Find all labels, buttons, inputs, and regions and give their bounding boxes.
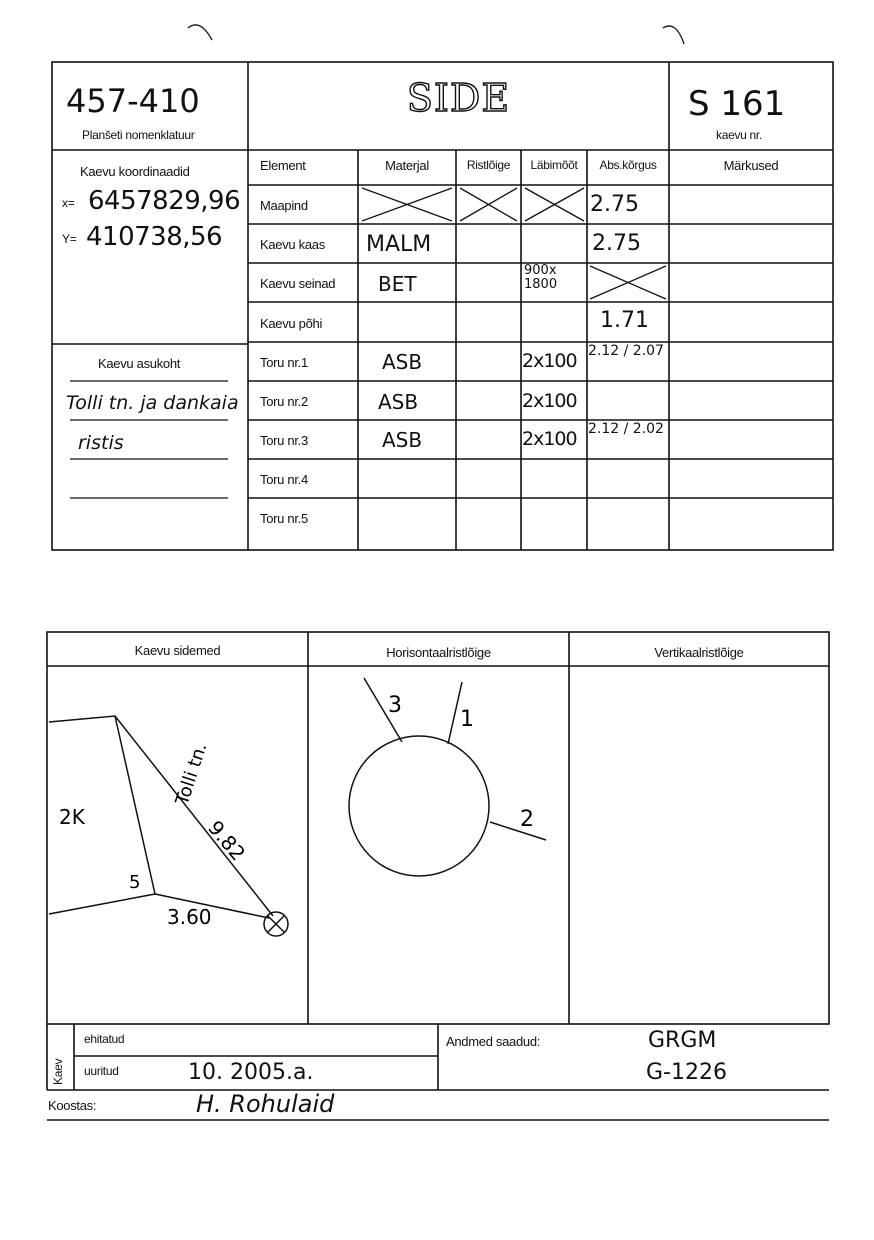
- cell-material: ASB: [382, 428, 423, 452]
- row-label: Toru nr.3: [260, 433, 308, 448]
- row-label: Kaevu kaas: [260, 237, 325, 252]
- col-header-material: Materjal: [385, 158, 429, 173]
- cell-material: ASB: [378, 390, 419, 414]
- well-number-label: kaevu nr.: [716, 128, 762, 142]
- cell-material: MALM: [366, 232, 432, 257]
- location-sketch: [47, 666, 308, 1024]
- location-line-1: Tolli tn. ja dankaia: [66, 392, 239, 414]
- row-label: Toru nr.5: [260, 511, 308, 526]
- col-header-diameter: Läbimõõt: [530, 158, 578, 172]
- cell-diameter: 2x100: [522, 428, 577, 450]
- cell-diameter: 900x 1800: [524, 263, 558, 292]
- building-label: 2K: [59, 805, 85, 829]
- corner-label: 5: [129, 872, 141, 893]
- compiled-value: H. Rohulaid: [196, 1090, 335, 1118]
- row-label: Toru nr.4: [260, 472, 308, 487]
- pipe-2-line: [490, 822, 546, 840]
- distance-label-1: 9.82: [203, 815, 251, 866]
- col-header-cross: Ristlõige: [466, 158, 511, 172]
- nomenclature-label: Planšeti nomenklatuur: [82, 128, 195, 142]
- col-header-element: Element: [260, 158, 306, 173]
- cell-abs: 2.12 / 2.02: [588, 421, 664, 437]
- location-label: Kaevu asukoht: [98, 356, 181, 371]
- cell-diameter: 2x100: [522, 390, 577, 412]
- y-prefix: Y=: [62, 232, 77, 246]
- na-cross-icon: [362, 188, 452, 221]
- cell-abs: 2.75: [592, 231, 641, 256]
- data-source-label: Andmed saadud:: [446, 1034, 541, 1049]
- well-number-value: S 161: [688, 84, 786, 124]
- data-source-value-1: GRGM: [648, 1028, 717, 1053]
- cell-material: ASB: [382, 350, 423, 374]
- row-label: Kaevu põhi: [260, 316, 323, 331]
- col-header-horizontal: Horisontaalristlõige: [386, 645, 491, 660]
- form-title: SIDE: [406, 76, 511, 120]
- na-cross-icon: [525, 188, 584, 221]
- pipe-1-label: 1: [460, 707, 474, 732]
- location-line-2: ristis: [78, 432, 124, 454]
- col-header-vertical: Vertikaalristlõige: [654, 645, 744, 660]
- surveyed-value: 10. 2005.a.: [188, 1060, 314, 1085]
- col-header-abs: Abs.kõrgus: [599, 158, 657, 172]
- col-header-notes: Märkused: [723, 158, 779, 173]
- built-label: ehitatud: [84, 1032, 125, 1046]
- distance-label-2: 3.60: [167, 905, 212, 929]
- coords-label: Kaevu koordinaadid: [80, 164, 190, 179]
- cell-abs: 2.12 / 2.07: [588, 343, 664, 359]
- col-header-sidemed: Kaevu sidemed: [134, 643, 221, 658]
- well-side-label: Kaev: [51, 1058, 65, 1085]
- na-cross-icon: [460, 188, 517, 221]
- cell-abs: 2.75: [590, 192, 639, 217]
- street-label: Tolli tn.: [171, 740, 212, 808]
- well-circle: [349, 736, 489, 876]
- cell-abs: 1.71: [600, 308, 649, 333]
- row-label: Kaevu seinad: [260, 276, 336, 291]
- cell-material: BET: [378, 272, 417, 296]
- y-coordinate-value: 410738,56: [86, 222, 223, 252]
- pipe-2-label: 2: [520, 807, 534, 832]
- na-cross-icon: [590, 266, 666, 299]
- cell-diameter: 2x100: [522, 350, 577, 372]
- pipe-3-label: 3: [388, 693, 402, 718]
- row-label: Toru nr.1: [260, 355, 308, 370]
- row-label: Maapind: [260, 198, 308, 213]
- horizontal-section: [308, 666, 569, 1024]
- surveyed-label: uuritud: [84, 1064, 119, 1078]
- compiled-label: Koostas:: [48, 1098, 97, 1113]
- nomenclature-value: 457-410: [66, 82, 200, 120]
- row-label: Toru nr.2: [260, 394, 308, 409]
- x-coordinate-value: 6457829,96: [88, 186, 241, 216]
- data-source-value-2: G-1226: [646, 1060, 727, 1085]
- well-cross-icon: [268, 916, 284, 932]
- x-prefix: x=: [62, 196, 75, 210]
